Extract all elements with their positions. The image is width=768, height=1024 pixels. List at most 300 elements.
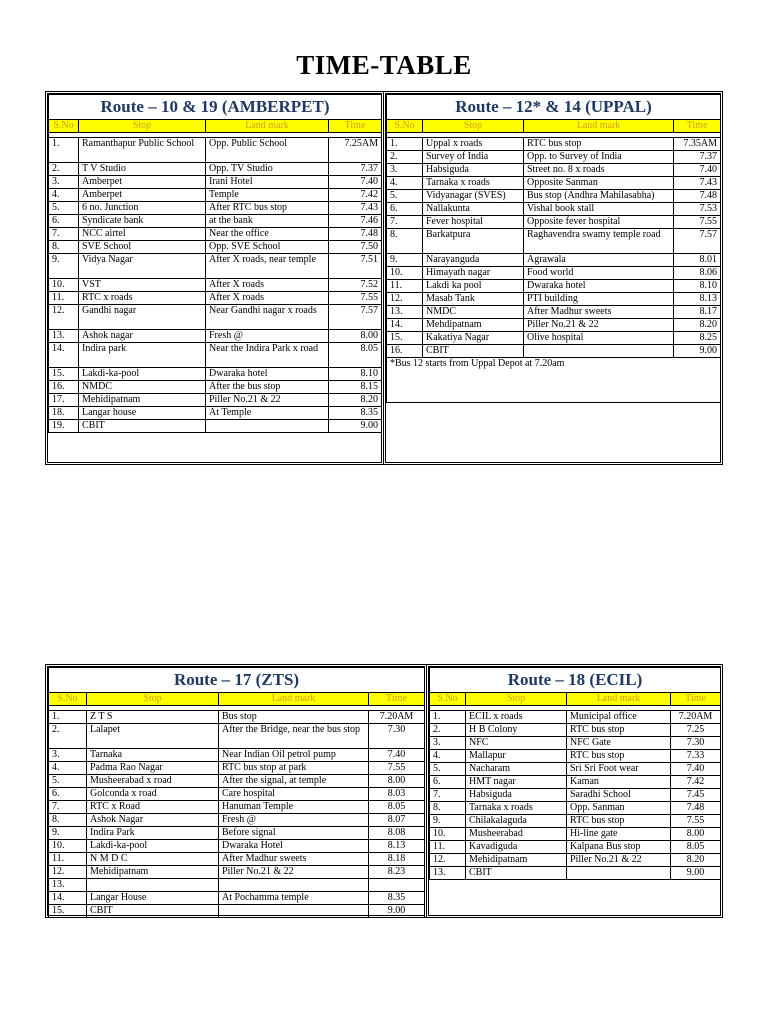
cell-time: 8.10 bbox=[329, 368, 382, 381]
cell-time: 8.00 bbox=[671, 828, 721, 841]
cell-landmark: PTI building bbox=[524, 293, 674, 306]
table-row bbox=[430, 763, 721, 776]
cell-time: 7.48 bbox=[329, 228, 382, 241]
cell-time: 7.37 bbox=[329, 163, 382, 176]
col-stop-header: Stop bbox=[466, 693, 567, 706]
cell-time: 9.00 bbox=[674, 345, 721, 358]
cell-time: 7.57 bbox=[674, 229, 721, 254]
cell-landmark: RTC bus stop bbox=[524, 138, 674, 151]
table-row bbox=[49, 381, 382, 394]
cell-time: 7.30 bbox=[369, 724, 425, 749]
cell-stop: Syndicate bank bbox=[79, 215, 206, 228]
cell-landmark: After RTC bus stop bbox=[206, 202, 329, 215]
cell-stop: Langar House bbox=[87, 892, 219, 905]
cell-stop: Himayath nagar bbox=[423, 267, 524, 280]
cell-time: 7.46 bbox=[329, 215, 382, 228]
cell-landmark: After Madhur sweets bbox=[524, 306, 674, 319]
cell-stop: Mallapur bbox=[466, 750, 567, 763]
cell-sno: 9. bbox=[387, 254, 423, 267]
col-landmark-header: Land mark bbox=[219, 693, 369, 706]
cell-stop: RTC x Road bbox=[87, 801, 219, 814]
cell-time: 7.25AM bbox=[329, 138, 382, 163]
cell-sno: 3. bbox=[387, 164, 423, 177]
cell-sno: 14. bbox=[49, 343, 79, 368]
cell-sno: 16. bbox=[387, 345, 423, 358]
cell-sno: 1. bbox=[49, 711, 87, 724]
cell-landmark bbox=[219, 879, 369, 892]
cell-landmark: After X roads bbox=[206, 292, 329, 305]
cell-time: 8.00 bbox=[369, 775, 425, 788]
table-row bbox=[387, 138, 721, 151]
cell-sno: 6. bbox=[49, 788, 87, 801]
cell-landmark: Near Indian Oil petrol pump bbox=[219, 749, 369, 762]
cell-sno: 17. bbox=[49, 394, 79, 407]
table-row bbox=[387, 319, 721, 332]
cell-sno: 5. bbox=[430, 763, 466, 776]
cell-time: 8.13 bbox=[674, 293, 721, 306]
table-row bbox=[49, 189, 382, 202]
cell-time: 7.57 bbox=[329, 305, 382, 330]
table-row bbox=[49, 749, 425, 762]
cell-stop: Gandhi nagar bbox=[79, 305, 206, 330]
cell-time: 8.20 bbox=[329, 394, 382, 407]
table-row bbox=[49, 775, 425, 788]
cell-time: 8.06 bbox=[674, 267, 721, 280]
cell-time: 8.00 bbox=[329, 330, 382, 343]
table-row bbox=[49, 711, 425, 724]
cell-landmark: Irani Hotel bbox=[206, 176, 329, 189]
cell-sno: 19. bbox=[49, 420, 79, 433]
table-row bbox=[49, 840, 425, 853]
route-12-14-panel bbox=[383, 91, 723, 465]
table-row bbox=[49, 724, 425, 749]
cell-stop: Amberpet bbox=[79, 176, 206, 189]
table-row bbox=[49, 330, 382, 343]
cell-stop: NMDC bbox=[79, 381, 206, 394]
cell-stop: Ashok Nagar bbox=[87, 814, 219, 827]
cell-sno: 1. bbox=[430, 711, 466, 724]
cell-stop: CBIT bbox=[423, 345, 524, 358]
table-row bbox=[49, 814, 425, 827]
cell-time: 8.08 bbox=[369, 827, 425, 840]
table-row bbox=[430, 841, 721, 854]
cell-landmark: After the bus stop bbox=[206, 381, 329, 394]
cell-stop: Lalapet bbox=[87, 724, 219, 749]
cell-landmark bbox=[567, 867, 671, 880]
table-row bbox=[387, 203, 721, 216]
cell-sno: 8. bbox=[49, 241, 79, 254]
cell-stop: Fever hospital bbox=[423, 216, 524, 229]
cell-time: 7.40 bbox=[671, 763, 721, 776]
cell-stop: Vidya Nagar bbox=[79, 254, 206, 279]
cell-sno: 2. bbox=[387, 151, 423, 164]
cell-time: 7.55 bbox=[369, 762, 425, 775]
cell-time: 7.20AM bbox=[369, 711, 425, 724]
cell-stop: Nacharam bbox=[466, 763, 567, 776]
route-17-panel bbox=[45, 664, 427, 918]
cell-sno: 18. bbox=[49, 407, 79, 420]
table-row bbox=[49, 801, 425, 814]
cell-stop: Indira park bbox=[79, 343, 206, 368]
cell-landmark: Piller No.21 & 22 bbox=[206, 394, 329, 407]
route-12-note: *Bus 12 starts from Uppal Depot at 7.20am bbox=[387, 358, 721, 403]
cell-sno: 9. bbox=[49, 254, 79, 279]
table-row bbox=[49, 176, 382, 189]
cell-sno: 11. bbox=[430, 841, 466, 854]
cell-time: 7.40 bbox=[329, 176, 382, 189]
cell-sno: 2. bbox=[430, 724, 466, 737]
cell-time: 7.20AM bbox=[671, 711, 721, 724]
cell-sno: 11. bbox=[49, 292, 79, 305]
cell-stop: Kakatiya Nagar bbox=[423, 332, 524, 345]
cell-stop: Uppal x roads bbox=[423, 138, 524, 151]
table-row bbox=[49, 762, 425, 775]
cell-landmark: Opposite fever hospital bbox=[524, 216, 674, 229]
cell-sno: 9. bbox=[430, 815, 466, 828]
cell-landmark: Hi-line gate bbox=[567, 828, 671, 841]
cell-stop: Langar house bbox=[79, 407, 206, 420]
cell-landmark: Raghavendra swamy temple road bbox=[524, 229, 674, 254]
cell-time: 9.00 bbox=[329, 420, 382, 433]
cell-time: 8.07 bbox=[369, 814, 425, 827]
cell-landmark: After Madhur sweets bbox=[219, 853, 369, 866]
cell-landmark: Dwaraka hotel bbox=[524, 280, 674, 293]
cell-landmark: Near the Indira Park x road bbox=[206, 343, 329, 368]
route-10-19-table bbox=[48, 94, 382, 433]
cell-sno: 11. bbox=[387, 280, 423, 293]
cell-stop: Indira Park bbox=[87, 827, 219, 840]
table-row bbox=[49, 879, 425, 892]
cell-time: 8.05 bbox=[671, 841, 721, 854]
col-time-header: Time bbox=[671, 693, 721, 706]
cell-time: 7.55 bbox=[674, 216, 721, 229]
table-row bbox=[387, 345, 721, 358]
col-stop-header: Stop bbox=[79, 120, 206, 133]
table-row bbox=[430, 724, 721, 737]
cell-sno: 12. bbox=[49, 866, 87, 879]
cell-sno: 3. bbox=[49, 749, 87, 762]
table-row bbox=[49, 827, 425, 840]
table-row bbox=[387, 306, 721, 319]
cell-time: 7.48 bbox=[671, 802, 721, 815]
cell-landmark: At Temple bbox=[206, 407, 329, 420]
cell-stop: Amberpet bbox=[79, 189, 206, 202]
cell-sno: 13. bbox=[49, 330, 79, 343]
cell-sno: 10. bbox=[430, 828, 466, 841]
col-sno-header: S.No bbox=[387, 120, 423, 133]
cell-sno: 6. bbox=[430, 776, 466, 789]
cell-stop: Lakdi ka pool bbox=[423, 280, 524, 293]
table-row bbox=[49, 305, 382, 330]
route-17-table bbox=[48, 667, 425, 918]
table-row bbox=[387, 280, 721, 293]
cell-stop: Musheerabad bbox=[466, 828, 567, 841]
page-title: TIME-TABLE bbox=[296, 50, 472, 80]
cell-landmark: Food world bbox=[524, 267, 674, 280]
cell-stop: Barkatpura bbox=[423, 229, 524, 254]
table-row bbox=[49, 407, 382, 420]
cell-time: 7.43 bbox=[329, 202, 382, 215]
cell-stop: Habsiguda bbox=[466, 789, 567, 802]
cell-time: 8.17 bbox=[674, 306, 721, 319]
cell-time: 7.53 bbox=[674, 203, 721, 216]
cell-sno: 13. bbox=[430, 867, 466, 880]
cell-time: 7.40 bbox=[674, 164, 721, 177]
cell-sno: 6. bbox=[49, 215, 79, 228]
col-landmark-header: Land mark bbox=[206, 120, 329, 133]
col-landmark-header: Land mark bbox=[524, 120, 674, 133]
cell-stop: Masab Tank bbox=[423, 293, 524, 306]
cell-landmark: Near Gandhi nagar x roads bbox=[206, 305, 329, 330]
cell-landmark: Bus stop bbox=[219, 711, 369, 724]
cell-stop: Habsiguda bbox=[423, 164, 524, 177]
table-row bbox=[430, 711, 721, 724]
cell-stop: Mehidipatnam bbox=[79, 394, 206, 407]
route-18-panel bbox=[426, 664, 723, 918]
cell-landmark: Kaman bbox=[567, 776, 671, 789]
cell-landmark: Saradhi School bbox=[567, 789, 671, 802]
cell-time: 8.15 bbox=[329, 381, 382, 394]
cell-time: 7.37 bbox=[674, 151, 721, 164]
cell-sno: 15. bbox=[49, 368, 79, 381]
table-row bbox=[49, 905, 425, 918]
cell-stop: Narayanguda bbox=[423, 254, 524, 267]
cell-landmark: Hanuman Temple bbox=[219, 801, 369, 814]
cell-landmark: at the bank bbox=[206, 215, 329, 228]
cell-sno: 5. bbox=[387, 190, 423, 203]
table-row bbox=[430, 789, 721, 802]
cell-landmark: Kalpana Bus stop bbox=[567, 841, 671, 854]
cell-sno: 4. bbox=[49, 762, 87, 775]
cell-landmark: Fresh @ bbox=[206, 330, 329, 343]
cell-sno: 2. bbox=[49, 163, 79, 176]
route-10-19-panel bbox=[45, 91, 384, 465]
cell-landmark: Dwaraka hotel bbox=[206, 368, 329, 381]
cell-landmark: Piller No.21 & 22 bbox=[524, 319, 674, 332]
cell-stop: Vidyanagar (SVES) bbox=[423, 190, 524, 203]
cell-time: 8.10 bbox=[674, 280, 721, 293]
cell-time: 7.45 bbox=[671, 789, 721, 802]
cell-landmark: Olive hospital bbox=[524, 332, 674, 345]
cell-time: 7.48 bbox=[674, 190, 721, 203]
table-row bbox=[387, 229, 721, 254]
table-row bbox=[49, 202, 382, 215]
cell-time: 8.23 bbox=[369, 866, 425, 879]
cell-landmark bbox=[206, 420, 329, 433]
table-row bbox=[49, 241, 382, 254]
cell-landmark: Sri Sri Foot wear bbox=[567, 763, 671, 776]
cell-time: 8.35 bbox=[329, 407, 382, 420]
cell-time: 8.05 bbox=[329, 343, 382, 368]
cell-landmark: RTC bus stop at park bbox=[219, 762, 369, 775]
cell-stop: Survey of India bbox=[423, 151, 524, 164]
cell-sno: 7. bbox=[387, 216, 423, 229]
cell-landmark: Municipal office bbox=[567, 711, 671, 724]
cell-sno: 13. bbox=[387, 306, 423, 319]
cell-landmark bbox=[524, 345, 674, 358]
cell-sno: 7. bbox=[430, 789, 466, 802]
table-row bbox=[49, 138, 382, 163]
cell-time: 7.42 bbox=[329, 189, 382, 202]
cell-sno: 15. bbox=[387, 332, 423, 345]
cell-stop: Padma Rao Nagar bbox=[87, 762, 219, 775]
cell-stop: Golconda x road bbox=[87, 788, 219, 801]
cell-time: 7.30 bbox=[671, 737, 721, 750]
cell-stop: Chilakalaguda bbox=[466, 815, 567, 828]
cell-landmark: RTC bus stop bbox=[567, 724, 671, 737]
cell-sno: 10. bbox=[49, 279, 79, 292]
table-row bbox=[387, 332, 721, 345]
cell-stop: Lakdi-ka-pool bbox=[87, 840, 219, 853]
cell-sno: 12. bbox=[387, 293, 423, 306]
cell-time: 7.51 bbox=[329, 254, 382, 279]
cell-landmark: Opp. Sanman bbox=[567, 802, 671, 815]
cell-landmark: Opposite Sanman bbox=[524, 177, 674, 190]
table-row bbox=[430, 854, 721, 867]
table-row bbox=[430, 802, 721, 815]
cell-time: 7.40 bbox=[369, 749, 425, 762]
cell-time: 7.33 bbox=[671, 750, 721, 763]
cell-stop: H B Colony bbox=[466, 724, 567, 737]
cell-sno: 14. bbox=[387, 319, 423, 332]
col-time-header: Time bbox=[674, 120, 721, 133]
cell-sno: 4. bbox=[49, 189, 79, 202]
cell-landmark: Care hospital bbox=[219, 788, 369, 801]
table-row bbox=[430, 828, 721, 841]
col-sno-header: S.No bbox=[49, 693, 87, 706]
cell-landmark: Opp. Public School bbox=[206, 138, 329, 163]
cell-time: 9.00 bbox=[671, 867, 721, 880]
cell-sno: 5. bbox=[49, 775, 87, 788]
cell-stop: NCC airtel bbox=[79, 228, 206, 241]
cell-landmark: At Pochamma temple bbox=[219, 892, 369, 905]
cell-stop: Tarnaka x roads bbox=[466, 802, 567, 815]
col-time-header: Time bbox=[329, 120, 382, 133]
cell-stop: NFC bbox=[466, 737, 567, 750]
cell-sno: 11. bbox=[49, 853, 87, 866]
table-row bbox=[430, 867, 721, 880]
cell-sno: 13. bbox=[49, 879, 87, 892]
cell-sno: 4. bbox=[387, 177, 423, 190]
cell-stop: Tarnaka x roads bbox=[423, 177, 524, 190]
table-row bbox=[387, 254, 721, 267]
cell-time: 7.55 bbox=[671, 815, 721, 828]
cell-stop: N M D C bbox=[87, 853, 219, 866]
cell-landmark: Vishal book stall bbox=[524, 203, 674, 216]
table-row bbox=[430, 776, 721, 789]
cell-landmark: Opp. SVE School bbox=[206, 241, 329, 254]
cell-sno: 8. bbox=[49, 814, 87, 827]
cell-landmark: RTC bus stop bbox=[567, 815, 671, 828]
cell-stop: NMDC bbox=[423, 306, 524, 319]
table-row bbox=[430, 815, 721, 828]
cell-sno: 12. bbox=[49, 305, 79, 330]
cell-time: 7.55 bbox=[329, 292, 382, 305]
cell-sno: 10. bbox=[387, 267, 423, 280]
table-row bbox=[49, 254, 382, 279]
cell-stop bbox=[87, 879, 219, 892]
cell-stop: CBIT bbox=[466, 867, 567, 880]
col-time-header: Time bbox=[369, 693, 425, 706]
col-sno-header: S.No bbox=[430, 693, 466, 706]
cell-time: 8.35 bbox=[369, 892, 425, 905]
route-17-title: Route – 17 (ZTS) bbox=[49, 668, 425, 693]
cell-sno: 15. bbox=[49, 905, 87, 918]
table-row bbox=[387, 151, 721, 164]
cell-landmark: Street no. 8 x roads bbox=[524, 164, 674, 177]
cell-stop: Ramanthapur Public School bbox=[79, 138, 206, 163]
table-row bbox=[430, 750, 721, 763]
cell-stop: T V Studio bbox=[79, 163, 206, 176]
route-10-19-title: Route – 10 & 19 (AMBERPET) bbox=[49, 95, 382, 120]
cell-sno: 7. bbox=[49, 228, 79, 241]
cell-landmark: Opp. to Survey of India bbox=[524, 151, 674, 164]
cell-stop: ECIL x roads bbox=[466, 711, 567, 724]
table-row bbox=[49, 215, 382, 228]
cell-time: 8.05 bbox=[369, 801, 425, 814]
cell-stop: Lakdi-ka-pool bbox=[79, 368, 206, 381]
cell-landmark: Piller No.21 & 22 bbox=[219, 866, 369, 879]
cell-sno: 8. bbox=[387, 229, 423, 254]
table-row bbox=[49, 788, 425, 801]
cell-sno: 8. bbox=[430, 802, 466, 815]
cell-landmark: Before signal bbox=[219, 827, 369, 840]
cell-stop: 6 no. Junction bbox=[79, 202, 206, 215]
cell-time: 7.42 bbox=[671, 776, 721, 789]
cell-landmark bbox=[219, 905, 369, 918]
cell-sno: 5. bbox=[49, 202, 79, 215]
cell-landmark: Bus stop (Andhra Mahilasabha) bbox=[524, 190, 674, 203]
cell-landmark: Piller No.21 & 22 bbox=[567, 854, 671, 867]
cell-stop: Nallakunta bbox=[423, 203, 524, 216]
cell-time: 8.01 bbox=[674, 254, 721, 267]
cell-time: 7.43 bbox=[674, 177, 721, 190]
cell-landmark: Opp. TV Studio bbox=[206, 163, 329, 176]
cell-time: 7.35AM bbox=[674, 138, 721, 151]
table-row bbox=[49, 228, 382, 241]
cell-time: 8.25 bbox=[674, 332, 721, 345]
cell-sno: 3. bbox=[430, 737, 466, 750]
table-row bbox=[430, 737, 721, 750]
table-row bbox=[387, 293, 721, 306]
cell-landmark: After X roads, near temple bbox=[206, 254, 329, 279]
cell-sno: 10. bbox=[49, 840, 87, 853]
cell-landmark: RTC bus stop bbox=[567, 750, 671, 763]
cell-landmark: Fresh @ bbox=[219, 814, 369, 827]
cell-time: 8.20 bbox=[674, 319, 721, 332]
cell-landmark: After X roads bbox=[206, 279, 329, 292]
col-sno-header: S.No bbox=[49, 120, 79, 133]
cell-sno: 4. bbox=[430, 750, 466, 763]
cell-time: 8.20 bbox=[671, 854, 721, 867]
cell-stop: VST bbox=[79, 279, 206, 292]
cell-stop: Musheerabad x road bbox=[87, 775, 219, 788]
cell-time: 7.52 bbox=[329, 279, 382, 292]
cell-sno: 3. bbox=[49, 176, 79, 189]
cell-sno: 12. bbox=[430, 854, 466, 867]
cell-landmark: After the signal, at temple bbox=[219, 775, 369, 788]
cell-stop: Kavadiguda bbox=[466, 841, 567, 854]
table-row bbox=[387, 190, 721, 203]
table-row bbox=[387, 177, 721, 190]
table-row bbox=[49, 292, 382, 305]
table-row bbox=[49, 866, 425, 879]
cell-stop: CBIT bbox=[79, 420, 206, 433]
cell-stop: Z T S bbox=[87, 711, 219, 724]
route-12-14-table bbox=[386, 94, 721, 403]
table-row bbox=[387, 267, 721, 280]
route-18-title: Route – 18 (ECIL) bbox=[430, 668, 721, 693]
